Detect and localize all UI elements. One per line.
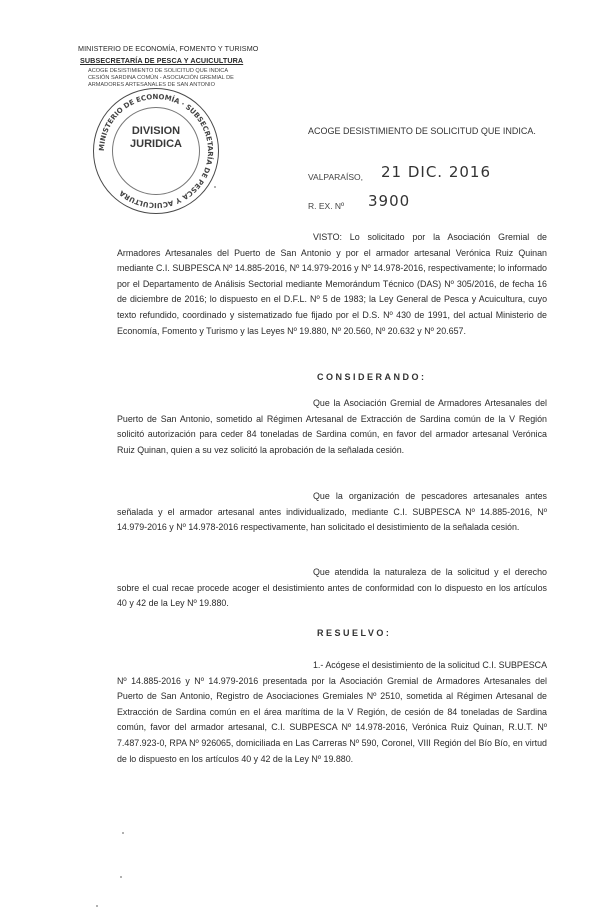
header-small-line-1: ACOGE DESISTIMIENTO DE SOLICITUD QUE INDICA: [88, 68, 229, 74]
considerando-heading: CONSIDERANDO:: [317, 372, 427, 382]
scan-mark: [96, 905, 98, 907]
visto-paragraph: VISTO: Lo solicitado por la Asociación Gremial de Armadores Artesanales del Puerto de San Antonio y por el armador artesanal Verónica Ruiz Quinan mediante C.I. SUBPESCA Nº 14.885-2016, Nº 14.979-2016 y Nº 14.978-2016, respectivamente; lo informado por el Departamento de Análisis Sectorial mediante Memorándum Técnico (DAS) Nº 305/2016, de fecha 16 de diciembre de 2016; lo dispuesto en el D.F.L. Nº 5 de 1983; la Ley General de Pesca y Acuicultura, cuyo texto refundido, coordinado y sistematizado fue fijado por el D.S. Nº 430 de 1991, del actual Ministerio de Economía, Fomento y Turismo y las Leyes Nº 19.880, Nº 20.560, Nº 20.632 y Nº 20.657.: [117, 232, 547, 336]
svg-text:MINISTERIO DE ECONOMÍA · SUBSE: MINISTERIO DE ECONOMÍA · SUBSECRETARÍA DE PESCA Y ACUICULTURA: [97, 92, 215, 210]
scan-mark: [122, 832, 124, 834]
header-small-line-2: CESIÓN SARDINA COMÚN - ASOCIACIÓN GREMIAL DE: [88, 75, 234, 81]
document-reference: ACOGE DESISTIMIENTO DE SOLICITUD QUE INDICA.: [308, 126, 536, 136]
place-label: VALPARAÍSO,: [308, 172, 363, 182]
scan-mark: [120, 876, 122, 878]
ministry-name: MINISTERIO DE ECONOMÍA, FOMENTO Y TURISMO: [78, 44, 259, 53]
resuelvo-item-1: 1.- Acógese el desistimiento de la solicitud C.I. SUBPESCA Nº 14.885-2016 y Nº 14.979-2016 presentada por la Asociación Gremial de Armadores Artesanales del Puerto de San Antonio, Registro de Asociaciones Gremiales Nº 2510, sometida al Régimen Artesanal de Extracción de Sardina común en el área marítima de la V Región, de cesión de 84 toneladas de Sardina común, favor del armador artesanal, C.I. SUBPESCA Nº 14.978-2016, Verónica Ruiz Quinan, R.U.T. Nº 7.487.923-0, RPA Nº 926065, domiciliada en Las Carreras Nº 590, Coronel, VIII Región del Bío Bío, en virtud de lo dispuesto en los artículos 40 y 42 de la Ley Nº 19.880.: [117, 660, 547, 764]
considerando-paragraph-1: Que la Asociación Gremial de Armadores Artesanales del Puerto de San Antonio, sometido al Régimen Artesanal de Extracción de Sardina común de la V Región solicitó autorización para ceder 84 toneladas de Sardina común, en favor del armador artesanal Verónica Ruiz Quinan, quien a su vez solicitó la aprobación de la señalada cesión.: [117, 398, 547, 455]
resolution-number: 3900: [368, 192, 411, 210]
seal-line-division: DIVISION: [131, 125, 181, 137]
considerando-paragraph-3: Que atendida la naturaleza de la solicitud y el derecho sobre el cual recae procede acoger el desistimiento antes de conformidad con lo dispuesto en los artículos 40 y 42 de la Ley Nº 19.880.: [117, 567, 547, 609]
considerando-paragraph-2: Que la organización de pescadores artesanales antes señalada y el armador artesanal antes individualizado, mediante C.I. SUBPESCA Nº 14.885-2016, Nº 14.979-2016 y Nº 14.978-2016 respectivamente, han solicitado el desistimiento de la señalada cesión.: [117, 491, 547, 533]
scan-mark: [214, 186, 216, 188]
subsecretaria-name: SUBSECRETARÍA DE PESCA Y ACUICULTURA: [80, 56, 244, 65]
division-juridica-seal: [93, 88, 219, 214]
seal-center-text: [94, 125, 218, 151]
seal-inner-ring: [112, 107, 200, 195]
resuelvo-heading: RESUELVO:: [317, 628, 392, 638]
date-stamp: 21 DIC. 2016: [381, 163, 492, 181]
header-small-line-3: ARMADORES ARTESANALES DE SAN ANTONIO: [88, 82, 215, 88]
seal-line-juridica: JURIDICA: [130, 138, 182, 150]
resolution-label: R. EX. Nº: [308, 201, 345, 211]
